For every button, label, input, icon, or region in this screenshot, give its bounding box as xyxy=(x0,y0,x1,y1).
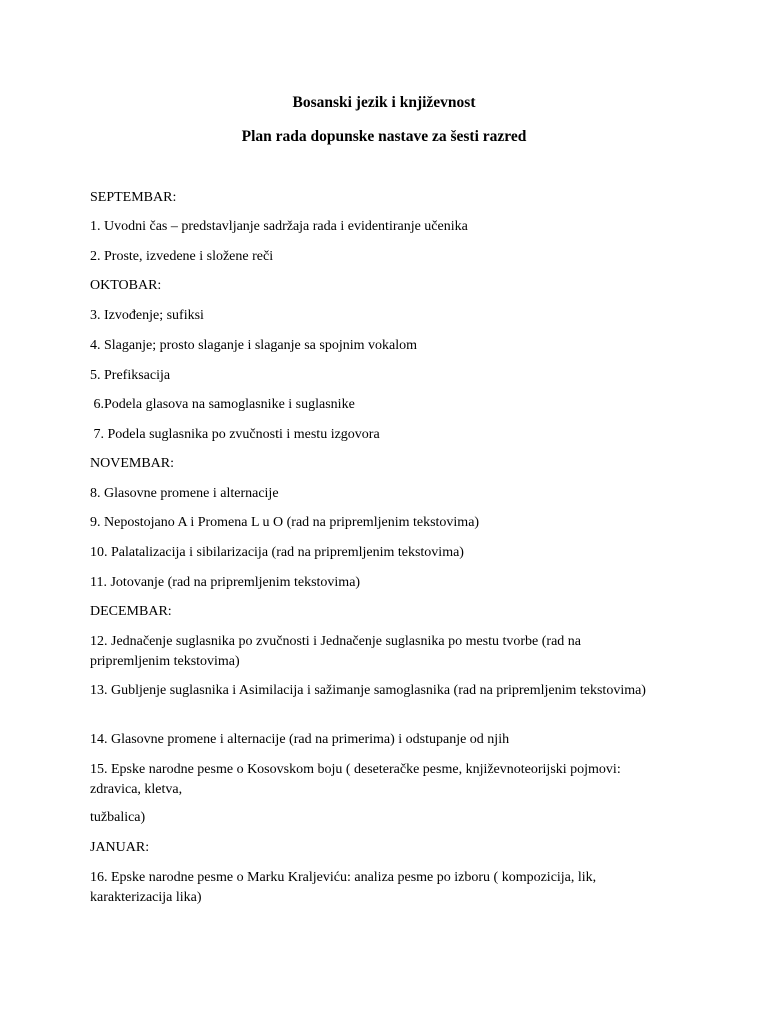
month-heading-december: DECEMBAR: xyxy=(90,604,172,619)
month-heading-november: NOVEMBAR: xyxy=(90,456,175,471)
plan-item-13: 13. Gubljenje suglasnika i Asimilacija i sažimanje samoglasnika (rad na pripremljenim tekstovima) xyxy=(90,683,646,698)
document-subtitle: Plan rada dopunske nastave za šesti razred xyxy=(241,128,527,145)
plan-item-2: 2. Proste, izvedene i složene reči xyxy=(90,249,274,264)
plan-item-9: 9. Nepostojano A i Promena L u O (rad na pripremljenim tekstovima) xyxy=(90,515,480,530)
plan-item-10: 10. Palatalizacija i sibilarizacija (rad na pripremljenim tekstovima) xyxy=(90,545,464,560)
plan-item-7: 7. Podela suglasnika po zvučnosti i mestu izgovora xyxy=(90,427,380,442)
plan-item-12: 12. Jednačenje suglasnika po zvučnosti i Jednačenje suglasnika po mestu tvorbe (rad na pripremljenim tekstovima) xyxy=(90,634,585,669)
plan-item-11: 11. Jotovanje (rad na pripremljenim tekstovima) xyxy=(90,575,361,590)
month-heading-january: JANUAR: xyxy=(90,840,150,855)
plan-item-16: 16. Epske narodne pesme o Marku Kraljeviću: analiza pesme po izboru ( kompozicija, lik, karakterizacija lika) xyxy=(90,870,600,905)
plan-item-14: 14. Glasovne promene i alternacije (rad na primerima) i odstupanje od njih xyxy=(90,732,510,747)
plan-item-15-continuation: tužbalica) xyxy=(90,810,146,825)
month-heading-september: SEPTEMBAR: xyxy=(90,190,177,205)
plan-item-15: 15. Epske narodne pesme o Kosovskom boju ( deseteračke pesme, književnoteorijski pojmovi: zdravica, kletva, xyxy=(90,762,625,797)
plan-item-1: 1. Uvodni čas – predstavljanje sadržaja rada i evidentiranje učenika xyxy=(90,219,468,234)
plan-item-8: 8. Glasovne promene i alternacije xyxy=(90,486,279,501)
plan-item-4: 4. Slaganje; prosto slaganje i slaganje sa spojnim vokalom xyxy=(90,338,417,353)
plan-item-6: 6.Podela glasova na samoglasnike i suglasnike xyxy=(90,397,355,412)
month-heading-october: OKTOBAR: xyxy=(90,278,162,293)
plan-item-5: 5. Prefiksacija xyxy=(90,368,171,383)
plan-item-3: 3. Izvođenje; sufiksi xyxy=(90,308,204,323)
document-title: Bosanski jezik i književnost xyxy=(292,94,476,111)
